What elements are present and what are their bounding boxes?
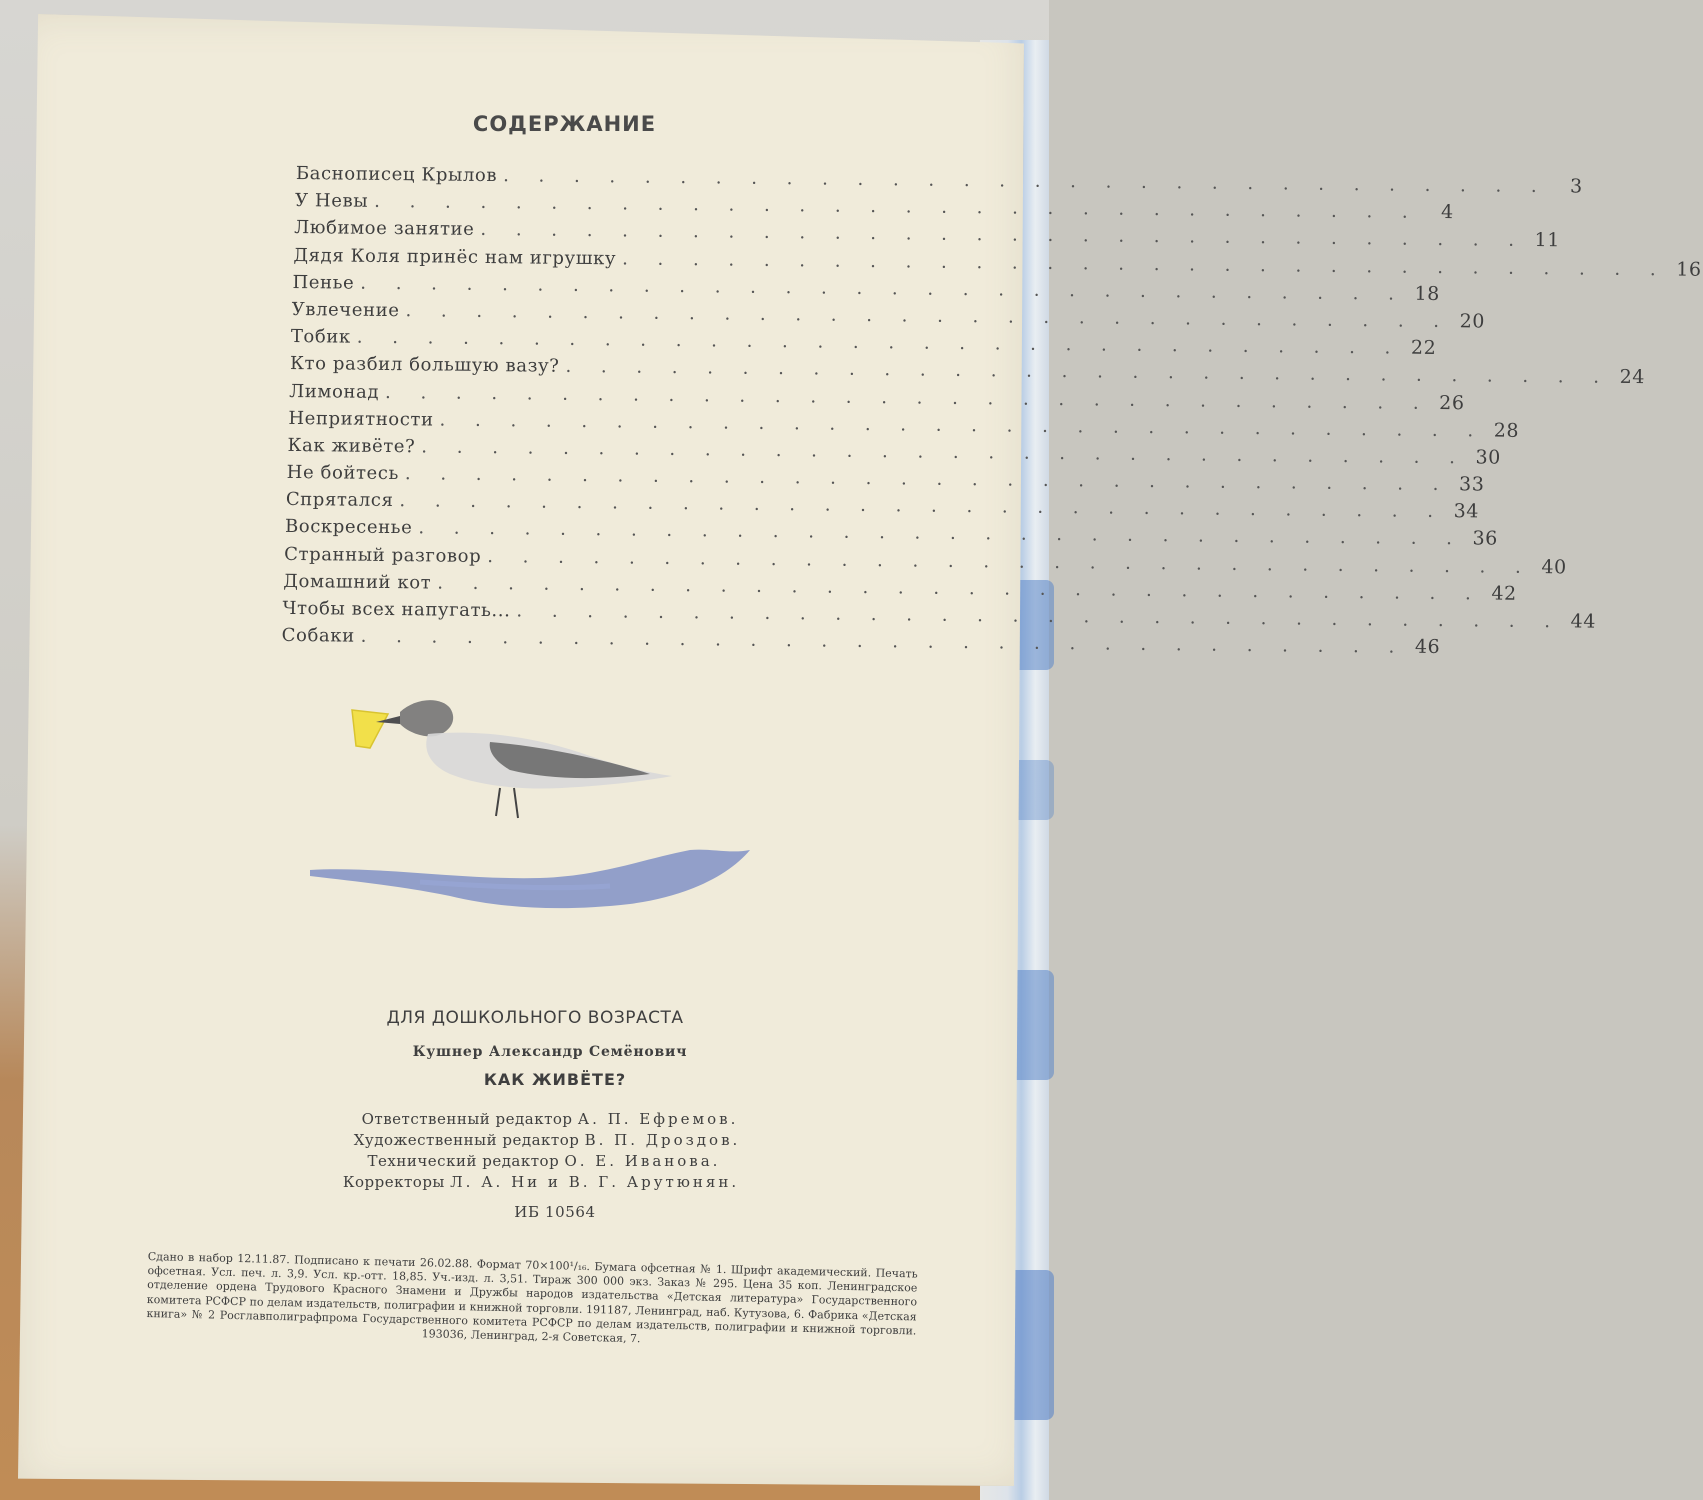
toc-entry-title: Тобик [290, 326, 351, 348]
water-wash [310, 850, 750, 909]
crow-illustration [300, 690, 770, 930]
credit-role: Технический редактор [367, 1152, 560, 1170]
toc-entry-title: Увлечение [291, 298, 400, 322]
toc-leader-dots: . . . . . . . . . . . . . . . . . . . . . . . . . . . . . . [360, 625, 1407, 658]
toc-leader-dots: . . . . . . . . . . . . . . . . . . . . . . . . . . . . . . [622, 247, 1668, 280]
toc-entry-title: Как живёте? [287, 434, 416, 458]
toc-entry-title: Неприятности [288, 407, 434, 431]
ib-number: ИБ 10564 [514, 1203, 596, 1221]
cheese-shape [352, 710, 388, 748]
toc-leader-dots: . . . . . . . . . . . . . . . . . . . . . . . . . . . . . . [487, 545, 1533, 578]
toc-entry-title: Лимонад [289, 380, 380, 403]
credit-role: Ответственный редактор [361, 1110, 573, 1128]
toc-entry-title: Воскресенье [284, 516, 413, 539]
toc-entry-page: 4 [1440, 201, 1454, 224]
toc-entry-page: 44 [1570, 610, 1597, 633]
author-name: Кушнер Александр Семёнович [412, 1044, 688, 1060]
credit-person: О. Е. Иванова. [564, 1152, 721, 1170]
toc-entry-page: 26 [1439, 391, 1465, 414]
publication-details: Сдано в набор 12.11.87. Подписано к печати 26.02.88. Формат 70×100¹/₁₆. Бумага офсетная № 1. Шрифт академический. Печать офсетная. Усл. печ. л. 3,9. Усл. кр.-отт. 18,85. Уч.-изд. л. 3,51. Тираж 300 000 экз. Заказ № 295. Цена 35 коп. Ленинградское отделение ордена Трудового Красного Знамени и Дружбы народов издательства «Детская литература» Государственного комитета РСФСР по делам издательств, полиграфии и книжной торговли. 191187, Ленинград, наб. Кутузова, 6. Фабрика «Детская книга» № 2 Росглавполиграфпрома Государственного комитета РСФСР по делам издательств, полиграфии и книжной торговли. 193036, Ленинград, 2-я Советская, 7. [146, 1250, 918, 1346]
toc-leader-dots: . . . . . . . . . . . . . . . . . . . . . . . . . . . . . . [399, 490, 1446, 523]
toc-entry-page: 3 [1569, 175, 1583, 198]
imprint-block [150, 1008, 930, 1221]
toc-entry-page: 36 [1472, 527, 1499, 551]
crow-legs [496, 788, 518, 818]
toc-entry-title: Дядя Коля принёс нам игрушку [293, 244, 617, 269]
toc-entry-title: Спрятался [285, 489, 394, 512]
toc-entry-title: У Невы [294, 190, 369, 212]
credits-list [150, 1109, 930, 1193]
toc-entry-page: 30 [1475, 446, 1502, 469]
toc-leader-dots: . . . . . . . . . . . . . . . . . . . . . . . . . . . . . . [356, 326, 1403, 359]
toc-entry-title: Странный разговор [284, 543, 482, 567]
toc-entry-title: Собаки [281, 625, 355, 647]
toc-entry-title: Чтобы всех напугать... [282, 597, 511, 622]
toc-entry-title: Не бойтесь [286, 461, 400, 485]
credit-person: В. П. Дроздов. [584, 1131, 741, 1149]
crow-head [400, 700, 453, 736]
credit-line [170, 1109, 930, 1130]
toc-entry-page: 18 [1414, 282, 1441, 305]
credit-role: Художественный редактор [353, 1131, 580, 1149]
toc-entry-page: 40 [1541, 555, 1567, 578]
credit-line [152, 1172, 930, 1193]
toc-leader-dots: . . . . . . . . . . . . . . . . . . . . . . . . . . . . . . [421, 436, 1468, 469]
toc-entry-page: 34 [1453, 500, 1480, 523]
toc-entry-title: Кто разбил большую вазу? [289, 353, 560, 378]
toc-entry-title: Домашний кот [283, 570, 432, 594]
toc-leader-dots: . . . . . . . . . . . . . . . . . . . . . . . . . . . . . . [360, 272, 1407, 305]
book-title: КАК ЖИВЁТЕ? [483, 1070, 627, 1089]
toc-leader-dots: . . . . . . . . . . . . . . . . . . . . . . . . . . . . . . [439, 409, 1486, 442]
toc-leader-dots: . . . . . . . . . . . . . . . . . . . . . . . . . . . . . . [565, 356, 1612, 389]
toc-entry-page: 22 [1410, 336, 1437, 360]
toc-leader-dots: . . . . . . . . . . . . . . . . . . . . . . . . . . . . . . [374, 191, 1420, 223]
toc-entry-title: Любимое занятие [294, 217, 475, 241]
age-group: ДЛЯ ДОШКОЛЬНОГО ВОЗРАСТА [386, 1008, 684, 1028]
credit-line [158, 1151, 930, 1172]
toc-entry-page: 46 [1414, 635, 1441, 659]
toc-leader-dots: . . . . . . . . . . . . . . . . . . . . . . . . . . . . . . [503, 165, 1549, 198]
toc-leader-dots: . . . . . . . . . . . . . . . . . . . . . . . . . . . . . . [405, 300, 1452, 333]
toc-entry-page: 24 [1619, 366, 1646, 389]
toc-leader-dots: . . . . . . . . . . . . . . . . . . . . . . . . . . . . . . [418, 517, 1465, 550]
toc-leader-dots: . . . . . . . . . . . . . . . . . . . . . . . . . . . . . . [480, 219, 1527, 252]
contents-heading: СОДЕРЖАНИЕ [472, 112, 657, 136]
toc-entry-page: 20 [1459, 310, 1486, 333]
credit-role: Корректоры [342, 1173, 445, 1191]
credit-person: А. П. Ефремов. [577, 1110, 739, 1128]
toc-leader-dots: . . . . . . . . . . . . . . . . . . . . . . . . . . . . . . [404, 463, 1451, 496]
credit-line [164, 1130, 930, 1151]
toc-entry-page: 16 [1676, 258, 1702, 281]
table-of-contents [281, 162, 1702, 659]
toc-entry [281, 624, 1441, 659]
toc-entry-page: 33 [1458, 473, 1485, 496]
toc-leader-dots: . . . . . . . . . . . . . . . . . . . . . . . . . . . . . . [384, 381, 1431, 414]
toc-entry-title: Пенье [292, 271, 355, 294]
toc-entry-page: 28 [1493, 419, 1520, 442]
toc-entry-page: 11 [1534, 229, 1561, 252]
credit-person: Л. А. Ни и В. Г. Арутюнян. [450, 1173, 740, 1191]
toc-entry-title: Баснописец Крылов [295, 162, 498, 187]
toc-entry-page: 42 [1491, 582, 1517, 605]
toc-leader-dots: . . . . . . . . . . . . . . . . . . . . . . . . . . . . . . [437, 572, 1483, 605]
toc-leader-dots: . . . . . . . . . . . . . . . . . . . . . . . . . . . . . . [516, 600, 1563, 633]
